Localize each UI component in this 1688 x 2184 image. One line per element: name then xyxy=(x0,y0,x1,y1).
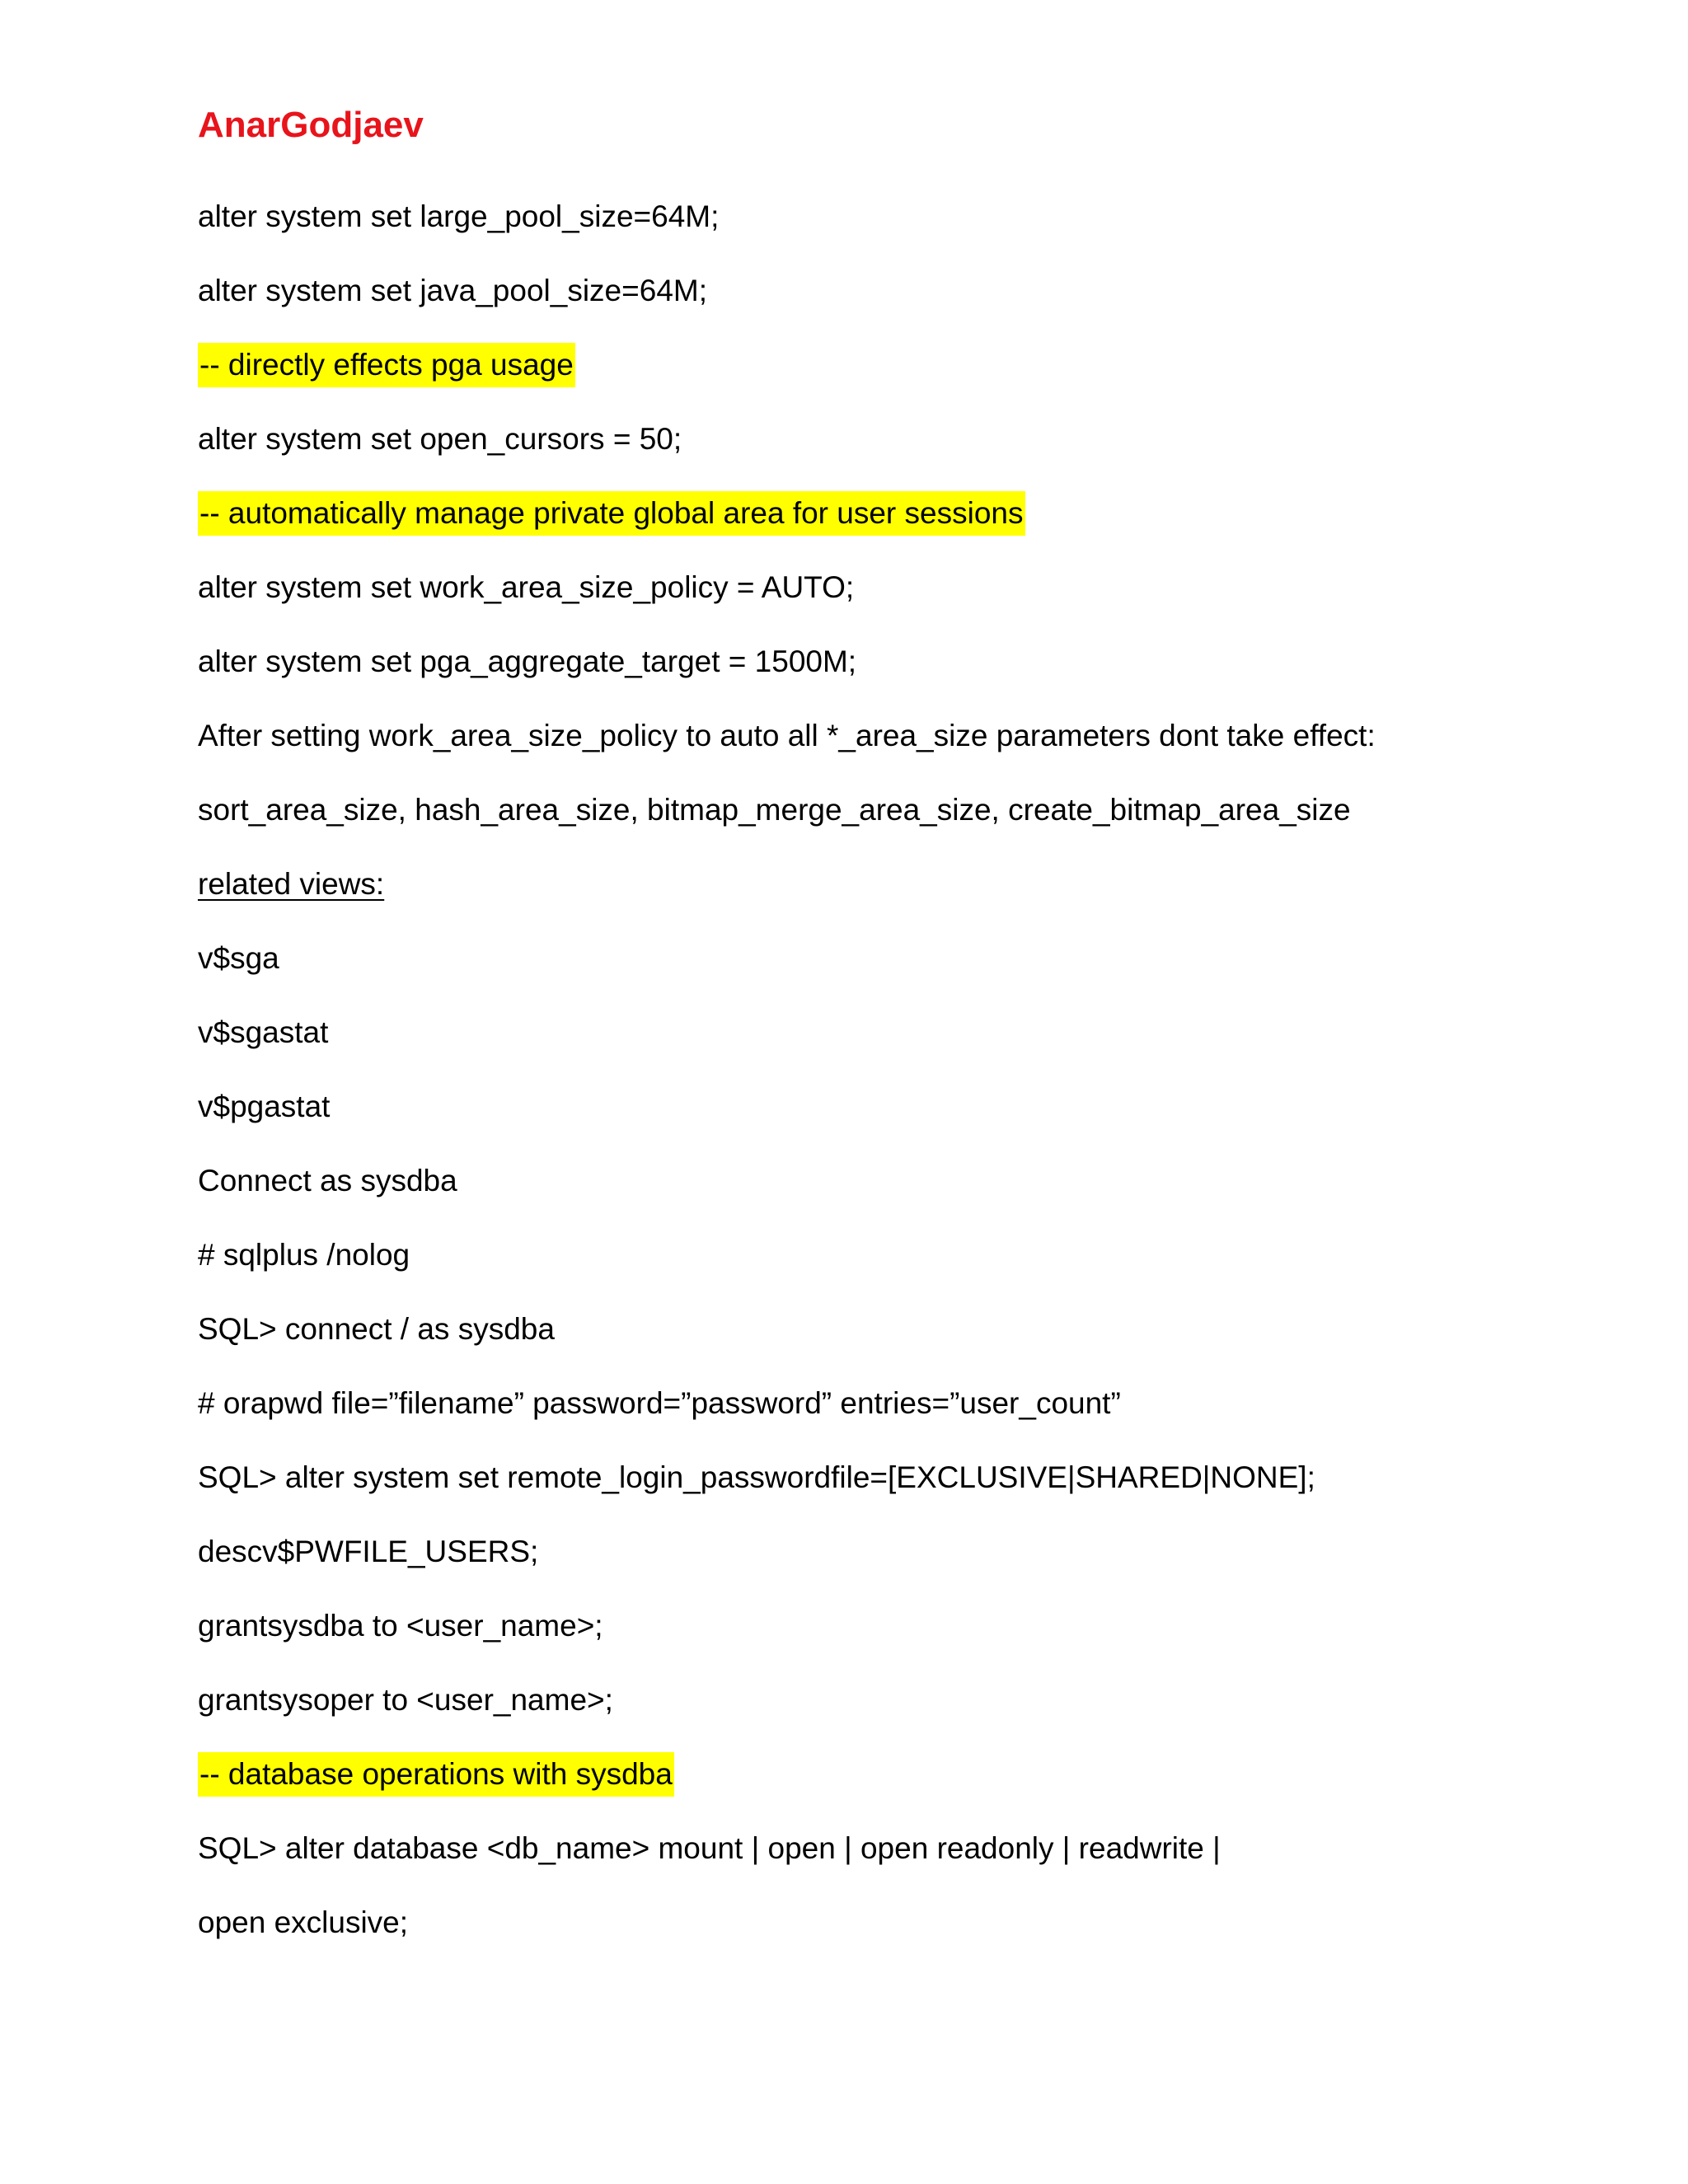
underlined-heading-line xyxy=(198,862,1599,936)
text-line xyxy=(198,1678,1599,1752)
line-text: grantsysdba to <user_name>; xyxy=(198,1609,603,1643)
line-text: -- directly effects pga usage xyxy=(198,343,575,387)
document-title: AnarGodjaev xyxy=(198,105,424,145)
line-text: Connect as sysdba xyxy=(198,1164,457,1197)
line-text: v$sga xyxy=(198,941,279,975)
text-line xyxy=(198,417,1599,491)
text-line xyxy=(198,936,1599,1010)
line-text: alter system set java_pool_size=64M; xyxy=(198,274,707,307)
line-text: sort_area_size, hash_area_size, bitmap_merge_area_size, create_bitmap_area_size xyxy=(198,793,1351,827)
line-text: SQL> alter database <db_name> mount | open | open readonly | readwrite | xyxy=(198,1831,1221,1865)
text-line xyxy=(198,1307,1599,1381)
text-line xyxy=(198,565,1599,640)
text-line xyxy=(198,1604,1599,1678)
text-line xyxy=(198,269,1599,343)
line-text: descv$PWFILE_USERS; xyxy=(198,1535,539,1568)
text-line xyxy=(198,194,1599,269)
highlighted-comment-line xyxy=(198,491,1599,565)
line-text: alter system set open_cursors = 50; xyxy=(198,422,682,456)
line-text: -- automatically manage private global area for user sessions xyxy=(198,491,1025,536)
line-text: v$sgastat xyxy=(198,1015,329,1049)
line-text: open exclusive; xyxy=(198,1905,409,1939)
text-line xyxy=(198,1381,1599,1455)
line-text: grantsysoper to <user_name>; xyxy=(198,1683,613,1717)
line-text: alter system set large_pool_size=64M; xyxy=(198,199,720,233)
line-text: SQL> connect / as sysdba xyxy=(198,1312,555,1346)
text-line xyxy=(198,788,1599,862)
line-text: # sqlplus /nolog xyxy=(198,1238,410,1272)
line-text: After setting work_area_size_policy to auto all *_area_size parameters dont take effect: xyxy=(198,719,1376,752)
text-line xyxy=(198,1233,1599,1307)
line-text: related views: xyxy=(198,867,385,901)
highlighted-comment-line xyxy=(198,343,1599,417)
line-text: SQL> alter system set remote_login_passwordfile=[EXCLUSIVE|SHARED|NONE]; xyxy=(198,1460,1315,1494)
line-text: v$pgastat xyxy=(198,1090,331,1123)
document-body xyxy=(198,194,1599,1975)
text-line xyxy=(198,640,1599,714)
line-text: alter system set work_area_size_policy = AUTO; xyxy=(198,570,855,604)
text-line xyxy=(198,1010,1599,1085)
text-line xyxy=(198,1455,1599,1530)
line-text: alter system set pga_aggregate_target = 1500M; xyxy=(198,644,857,678)
text-line xyxy=(198,714,1599,788)
text-line xyxy=(198,1159,1599,1233)
text-line xyxy=(198,1900,1599,1975)
text-line xyxy=(198,1085,1599,1159)
text-line xyxy=(198,1530,1599,1604)
text-line xyxy=(198,1826,1599,1900)
highlighted-comment-line xyxy=(198,1752,1599,1826)
line-text: -- database operations with sysdba xyxy=(198,1752,674,1797)
line-text: # orapwd file=”filename” password=”password” entries=”user_count” xyxy=(198,1386,1121,1420)
